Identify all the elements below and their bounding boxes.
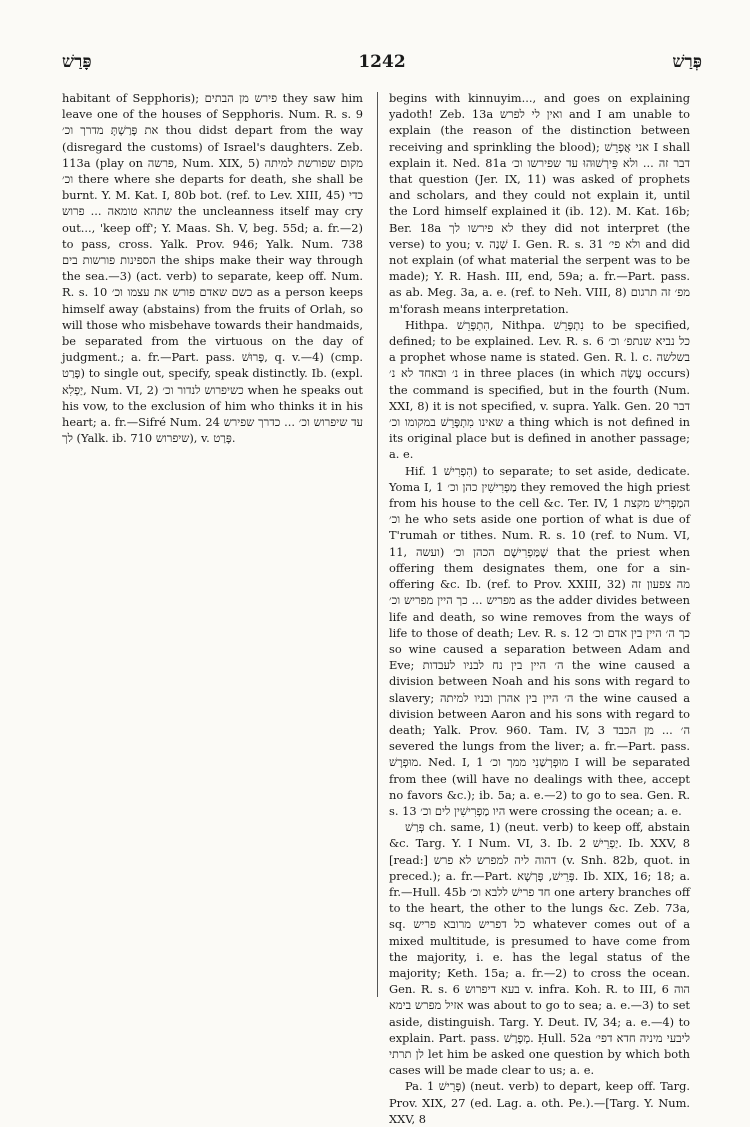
entry-paragraph: Hif. הִפְרִישׁ 1) to separate; to set aside, dedicate. Yoma I, 1 מַפְרִישִׁין כהן וכ׳ they removed the high priest from his house to the cell &c. Ter. IV, 1 המַפְרִישׁ מקצת וכ׳ he who sets aside one portion of what is due of T'rumah or tithes. Num. R. s. 10 (ref. to Num. VI, 11, ועשה) שֶׁמַּפְרִישָׁם הכהן וכ׳ that the priest when offering them designates them, one for a sin-offering &c. Ib. (ref. to Prov. XXIII, 32) מה צפעון זה מפריש ... כך היין מפריש וכ׳ as the adder divides between life and death, so wine removes from the ways of life to those of death; Lev. R. s. 12 כך ה׳ היין בין אדם וכ׳ so wine caused a separation between Adam and Eve; ה׳ היין בין נח לבניו לעבדות the wine caused a division between Noah and his sons with regard to slavery; ה׳ היין בין אהרן ובניו למיתה the wine caused a division between Aaron and his sons with regard to death; Yalk. Prov. 960. Tam. IV, 3 ה׳ ... מן הכבד severed the lungs from the liver; a. fr.—Part. pass. מוּפְרָשׁ. Ned. I, 1 מוּפְרְשַׁנִי ממך וכ׳ I will be separated from thee (will have no dealings with thee, accept no favors &c.); ib. 5a; a. e.—2) to go to sea. Gen. R. s. 13 היו מַפְרִישִׁין לים וכ׳ were crossing the ocean; a. e. (389, 463, 690, 818)
page-header (62, 52, 702, 78)
entry-paragraph: פְּרַשׁ ch. same, 1) (neut. verb) to keep off, abstain &c. Targ. Y. I Num. VI, 3. Ib. 2 יַפְרֵישׁ. Ib. XXV, 8 [read:] דהוה ליה למפרש לא פרש (v. Snh. 82b, quot. in preced.); a. fr.—Part. פָּרֵישׁ, פָּרְשָׁא. Ib. XIX, 16; 18; a. fr.—Hull. 45b חד פרישׁ ללבא וכ׳ one artery branches off to the heart, the other to the lungs &c. Zeb. 73a, sq. כל דפריש מרובא פריש whatever comes out of a mixed multitude, is presumed to have come from the majority, i. e. has the legal status of the majority; Keth. 15a; a. fr.—2) to cross the ocean. Gen. R. s. 6 בעא דיפרוש v. infra. Koh. R. to III, 6 הוה אזיל מפרש בימא was about to go to sea; a. e.—3) to set aside, distinguish. Targ. Y. Deut. IV, 34; a. e.—4) to explain. Part. pass. מְפָרַשׁ. Ḥull. 52a ליבעי מיניה חדא דפי׳ לן תרתי let him be asked one question by which both cases will be made clear to us; a. e. (389, 820, 691, 1078)
right-column (389, 90, 691, 1126)
column-divider (377, 92, 378, 997)
entry-paragraph: habitant of Sepphoris); פירש מן הבתים they saw him leave one of the houses of Sepphoris. Num. R. s. 9 את פָּרַשְׁתָּ מדרך וכ׳ thou didst depart from the way (disregard the customs) of Israel's daughters. Zeb. 113a (play on פרשה, Num. XIX, 5) מקום שפורשת למיתה וכ׳ there where she departs for death, she shall be burnt. Y. M. Kat. I, 80b bot. (ref. to Lev. XIII, 45) כדי שתהא טומאה ... פרוש the uncleanness itself may cry out..., 'keep off'; Y. Maas. Sh. V, beg. 55d; a. fr.—2) to pass, cross. Yalk. Prov. 946; Yalk. Num. 738 הספינות פורשות בים the ships make their way through the sea.—3) (act. verb) to separate, keep off. Num. R. s. 10 כשם שאדם פורש את עצמו וכ׳ as a person keeps himself away (abstains) from the fruits of Orlah, so will those who misbehave towards their handmaids, be separated from the virtuous on the day of judgment.; a. fr.—Part. pass. פָּרוּשׁ, q. v.—4) (cmp. פָּרַט) to single out, specify, speak distinctly. Ib. (expl. יַפְלִא, Num. VI, 2) כשיפרוש לנדור וכ׳ when he speaks out his vow, to the exclusion of him who thinks it in his heart; a. fr.—Sifré Num. 24 עד שיפרוש וכ׳ ... כדרך שפירש לך (Yalk. ib. 710 שיפרוש), v. פָּרַט. (62, 91, 364, 446)
entry-paragraph: Pa. פָּרֵישׁ 1) (neut. verb) to depart, keep off. Targ. Prov. XIX, 27 (ed. Lag. a. oth. Pe.).—[Targ. Y. Num. XXV, 8 (389, 1079, 690, 1126)
entry-paragraph: Hithpa. הִתְפָּרֵשׁ, Nithpa. נִתְפָּרֵשׁ to be specified, defined; to be explained. Lev. R. s. 6 כל נביא שנתפ׳ וכ׳ a prophet whose name is stated. Gen. R. l. c. בשלשה נ׳ ובאחד לא נ׳ in three places (in which עֲשֶׂה occurs) the command is specified, but in the fourth (Num. XXI, 8) it is not specified, v. supra. Yalk. Gen. 20 דבר שאינו מִתְפָּרֵשׁ במקומו וכ׳ a thing which is not defined in its original place but is defined in another passage; a. e. (389, 317, 691, 462)
left-column (62, 90, 363, 1002)
running-headword-right: פְּרַשׁ (672, 52, 702, 72)
running-headword-left: פָּרַשׁ (62, 52, 92, 72)
page-number: 1242 (358, 52, 406, 72)
entry-paragraph: begins with kinnuyim..., and goes on explaining yadoth! Zeb. 13a ואין לי לפרש and I am unable to explain (the reason of the distinction between receiving and sprinkling the blood); אני אֲפָרֵשׁ I shall explain it. Ned. 81a דבר זה ... ולא פֵּירְשׁוּהוּ עד שפירשו וכ׳ that question (Jer. IX, 11) was asked of prophets and scholars, and they could not explain it, until the Lord himself explained it (ib. 12). M. Kat. 16b; Ber. 18a לא פירשו לך they did not interpret (the verse) to you; v. שָׁנַה I. Gen. R. s. 31 ולא פי׳ and did not explain (of what material the serpent was to be made); Y. R. Hash. III, end, 59a; a. fr.—Part. pass. as ab. Meg. 3a, a. e. (ref. to Neh. VIII, 8) מפ׳ זה תרגום m'forash means interpretation. (389, 91, 691, 316)
